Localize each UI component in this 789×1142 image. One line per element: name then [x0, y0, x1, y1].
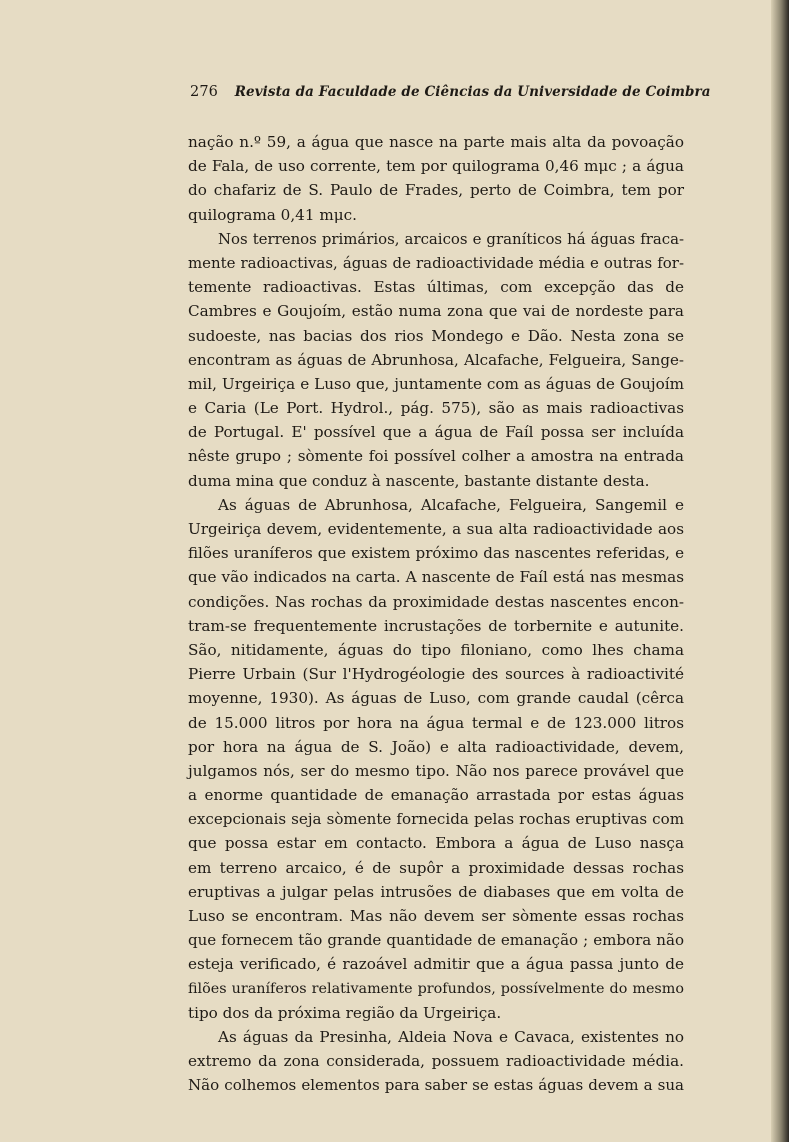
page-number: 276 [190, 84, 218, 100]
text-line: do chafariz de S. Paulo de Frades, perto de Coimbra, tem por [188, 181, 684, 200]
text-line: nêste grupo ; sòmente foi possível colher a amostra na entrada [188, 447, 684, 466]
paragraph [188, 493, 684, 1025]
text-line: duma mina que conduz à nascente, bastante distante desta. [188, 471, 650, 490]
journal-title: Revista da Faculdade de Ciências da Universidade de Coimbra [234, 84, 711, 100]
text-line: quilograma 0,41 mμc. [188, 205, 357, 224]
text-line: excepcionais seja sòmente fornecida pelas rochas eruptivas com [188, 810, 684, 829]
text-line: de Portugal. E' possível que a água de Faíl possa ser incluída [188, 423, 684, 442]
text-line: mil, Urgeiriça e Luso que, juntamente com as águas de Goujoím [188, 374, 684, 393]
text-line: a enorme quantidade de emanação arrastada por estas águas [188, 786, 684, 805]
text-line: nação n.º 59, a água que nasce na parte mais alta da povoação [188, 133, 684, 151]
text-line: As águas da Presinha, Aldeia Nova e Cavaca, existentes no [218, 1027, 684, 1046]
text-line: que vão indicados na carta. A nascente de Faíl está nas mesmas [188, 568, 684, 587]
paragraph [188, 1025, 684, 1098]
text-line: e Caria (Le Port. Hydrol., pág. 575), são as mais radioactivas [188, 399, 684, 418]
text-line: extremo da zona considerada, possuem radioactividade média. [188, 1052, 684, 1071]
text-line: de 15.000 litros por hora na água termal e de 123.000 litros [188, 713, 684, 732]
text-line: que possa estar em contacto. Embora a água de Luso nasça [188, 834, 684, 853]
text-line: As águas de Abrunhosa, Alcafache, Felgueira, Sangemil e [218, 495, 684, 514]
text-line: tram-se frequentemente incrustações de torbernite e autunite. [188, 616, 684, 635]
text-line: que fornecem tão grande quantidade de emanação ; embora não [188, 931, 684, 950]
text-line: Não colhemos elementos para saber se estas águas devem a sua [188, 1076, 684, 1095]
running-header [190, 84, 711, 100]
text-line: julgamos nós, ser do mesmo tipo. Não nos parece provável que [188, 761, 684, 780]
text-line: por hora na água de S. João) e alta radioactividade, devem, [188, 737, 684, 756]
text-line: tipo dos da próxima região da Urgeiriça. [188, 1003, 502, 1022]
text-line: Cambres e Goujoím, estão numa zona que vai de nordeste para [188, 302, 684, 321]
text-line: eruptivas a julgar pelas intrusões de diabases que em volta de [188, 882, 684, 901]
text-line: encontram as águas de Abrunhosa, Alcafache, Felgueira, Sange- [188, 350, 684, 369]
paragraph [188, 227, 684, 493]
paragraph [188, 130, 684, 227]
text-line: Pierre Urbain (Sur l'Hydrogéologie des sources à radioactivité [188, 665, 684, 684]
text-line: filões uraníferos relativamente profundos, possívelmente do mesmo [188, 980, 684, 997]
text-line: mente radioactivas, águas de radioactividade média e outras for- [188, 253, 684, 272]
text-line: sudoeste, nas bacias dos rios Mondego e Dão. Nesta zona se [188, 326, 684, 345]
text-line: condições. Nas rochas da proximidade destas nascentes encon- [188, 592, 684, 611]
text-line: Luso se encontram. Mas não devem ser sòmente essas rochas [188, 907, 684, 925]
text-line: São, nitidamente, águas do tipo filoniano, como lhes chama [188, 640, 684, 659]
text-line: moyenne, 1930). As águas de Luso, com grande caudal (cêrca [188, 689, 684, 708]
text-line: esteja verificado, é razoável admitir que a água passa junto de [188, 955, 684, 974]
body-text [188, 130, 684, 1098]
text-line: filões uraníferos que existem próximo das nascentes referidas, e [188, 544, 684, 563]
text-line: Urgeiriça devem, evidentemente, a sua alta radioactividade aos [188, 520, 684, 538]
page-edge-shadow [771, 0, 789, 1142]
text-line: em terreno arcaico, é de supôr a proximidade dessas rochas [188, 858, 684, 877]
text-line: temente radioactivas. Estas últimas, com excepção das de [188, 278, 684, 297]
text-line: de Fala, de uso corrente, tem por quilograma 0,46 mμc ; a água [188, 157, 684, 176]
text-line: Nos terrenos primários, arcaicos e graníticos há águas fraca- [218, 229, 684, 248]
